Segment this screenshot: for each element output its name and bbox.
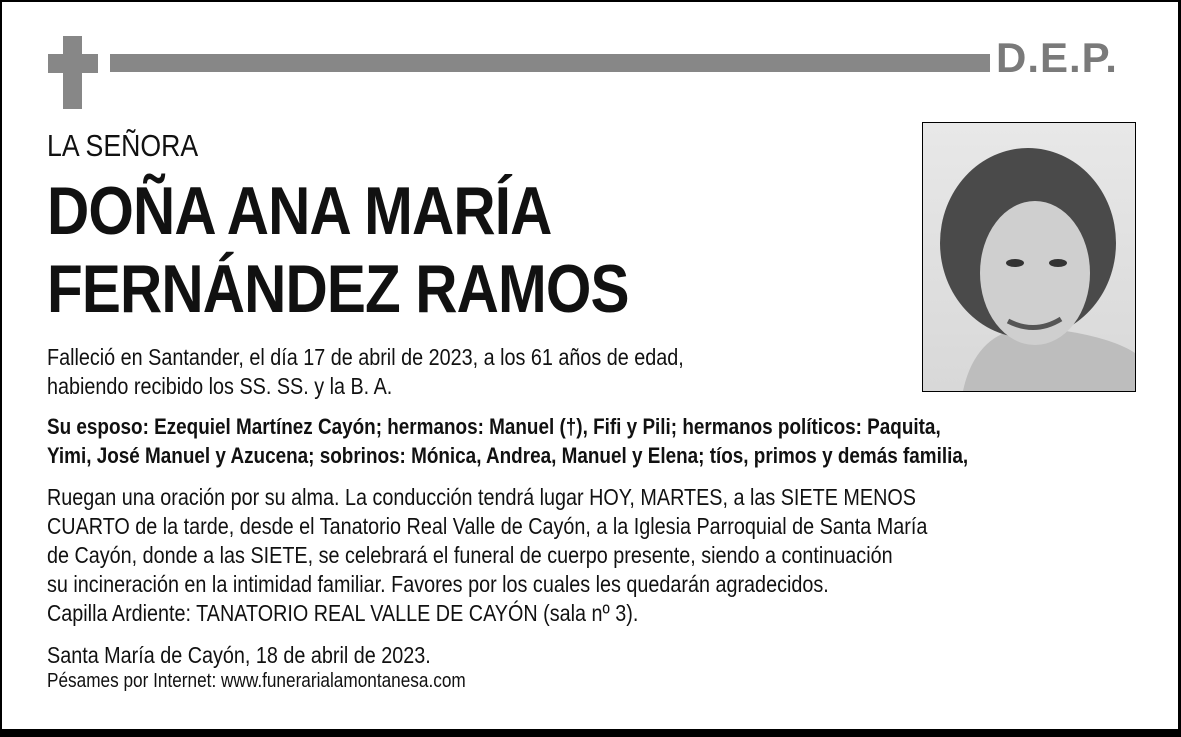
family-line: Su esposo: Ezequiel Martínez Cayón; hermanos: Manuel (†), Fifi y Pili; hermanos políticos: Paquita, xyxy=(47,414,941,439)
death-line: habiendo recibido los SS. SS. y la B. A. xyxy=(47,373,393,399)
notice-line: su incineración en la intimidad familiar. Favores por los cuales les quedarán agradecidos. xyxy=(47,571,829,597)
condolences-link-text: Pésames por Internet: www.funerarialamontanesa.com xyxy=(47,670,466,692)
border-bottom xyxy=(0,729,1181,737)
notice-line: Ruegan una oración por su alma. La conducción tendrá lugar HOY, MARTES, a las SIETE MENOS xyxy=(47,484,916,510)
dep-badge: D.E.P. xyxy=(996,34,1118,81)
notice-line: de Cayón, donde a las SIETE, se celebrará el funeral de cuerpo presente, siendo a continuación xyxy=(47,542,893,568)
deceased-name-line-2: FERNÁNDEZ RAMOS xyxy=(47,251,629,327)
family-line: Yimi, José Manuel y Azucena; sobrinos: Mónica, Andrea, Manuel y Elena; tíos, primos y demás familia, xyxy=(47,443,969,468)
notice-line: CUARTO de la tarde, desde el Tanatorio Real Valle de Cayón, a la Iglesia Parroquial de Santa María xyxy=(47,513,928,539)
portrait-photo xyxy=(922,122,1136,392)
portrait-image xyxy=(923,123,1135,391)
border-top xyxy=(0,0,1181,2)
deceased-name-line-1: DOÑA ANA MARÍA xyxy=(47,173,552,249)
notice-line: Capilla Ardiente: TANATORIO REAL VALLE DE CAYÓN (sala nº 3). xyxy=(47,600,639,626)
place-date: Santa María de Cayón, 18 de abril de 2023. xyxy=(47,642,431,668)
border-left xyxy=(0,0,2,737)
intro-title: LA SEÑORA xyxy=(47,128,199,163)
header-rule xyxy=(110,54,990,72)
death-line: Falleció en Santander, el día 17 de abril de 2023, a los 61 años de edad, xyxy=(47,344,684,370)
cross-horizontal xyxy=(48,54,98,73)
